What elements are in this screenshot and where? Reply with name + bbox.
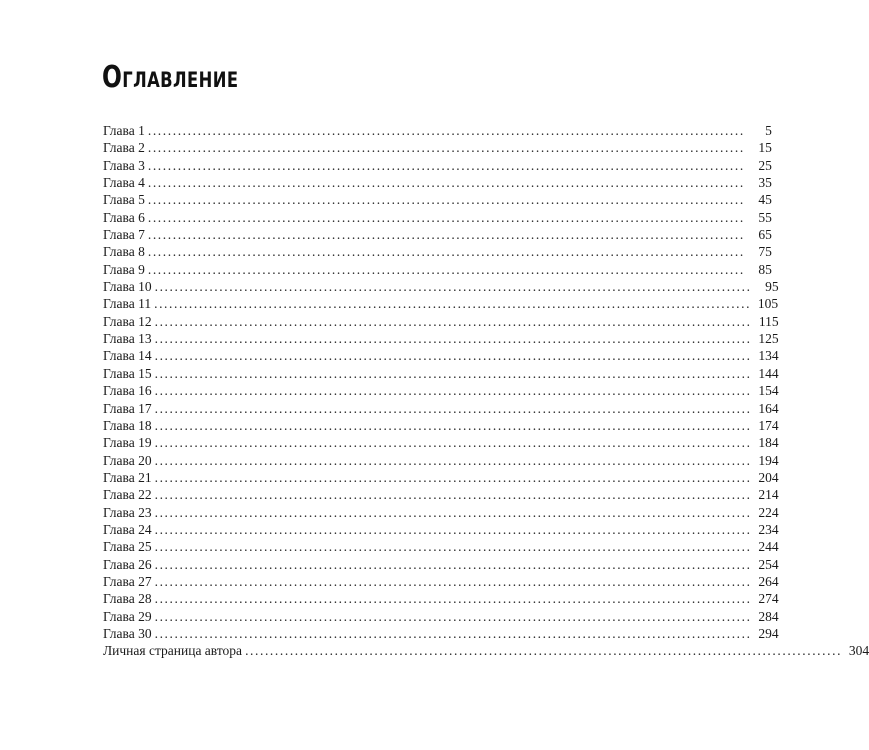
toc-entry-label: Глава 4 [103,175,145,191]
toc-entry[interactable] [103,452,779,469]
toc-entry-page-number: 234 [758,521,779,537]
dot-leader: ........................................................................................................................ [154,452,752,468]
toc-entry-page-number: 184 [758,435,779,451]
toc-entry[interactable] [103,174,772,191]
dot-leader: ........................................................................................................................ [154,400,752,416]
toc-entry-label: Глава 3 [103,157,145,173]
toc-entry-page-number: 55 [758,209,772,225]
toc-entry-page-number: 95 [765,279,779,295]
toc-entry[interactable] [103,417,779,434]
dot-leader: ........................................................................................................................ [147,227,745,243]
toc-entry-page-number: 45 [758,192,772,208]
toc-entry[interactable] [103,261,772,278]
toc-entry-page-number: 105 [757,296,779,312]
toc-entry-page-number: 134 [758,348,779,364]
dot-leader: ........................................................................................................................ [147,157,745,173]
toc-entry-label: Глава 27 [103,573,152,589]
toc-entry[interactable] [103,122,772,139]
toc-entry-label: Глава 6 [103,209,145,225]
toc-entry[interactable] [103,434,779,451]
dot-leader: ........................................................................................................................ [147,175,745,191]
toc-entry[interactable] [103,139,772,156]
toc-entry-page-number: 214 [758,487,779,503]
toc-entry-label: Глава 15 [103,365,152,381]
toc-entry-page-number: 204 [758,469,779,485]
toc-entry[interactable] [103,590,779,607]
toc-entry-label: Глава 10 [103,279,152,295]
toc-entry-label: Личная страница автора [103,643,243,659]
toc-entry-label: Глава 30 [103,625,152,641]
toc-entry[interactable] [103,573,779,590]
toc-entry-page-number: 174 [758,417,779,433]
dot-leader: ........................................................................................................................ [154,279,752,295]
toc-entry-page-number: 125 [758,331,779,347]
toc-entry-page-number: 254 [758,556,779,572]
toc-entry[interactable] [103,486,779,503]
toc-entry-page-number: 25 [758,157,772,173]
toc-entry[interactable] [103,608,779,625]
toc-entry[interactable] [103,504,779,521]
dot-leader: ........................................................................................................................ [154,348,752,364]
dot-leader: ........................................................................................................................ [154,539,752,555]
toc-entry-label: Глава 8 [103,244,145,260]
toc-entry-page-number: 15 [758,140,772,156]
toc-entry-page-number: 85 [758,261,772,277]
toc-entry-label: Глава 17 [103,400,152,416]
dot-leader: ........................................................................................................................ [245,643,843,659]
dot-leader: ........................................................................................................................ [154,521,752,537]
toc-entry-label: Глава 11 [103,296,152,312]
toc-entry-label: Глава 18 [103,417,152,433]
toc-entry-label: Глава 12 [103,313,152,329]
toc-entry-label: Глава 2 [103,140,145,156]
toc-entry-label: Глава 13 [103,331,152,347]
toc-entry[interactable] [103,278,779,295]
toc-entry-page-number: 5 [765,123,772,138]
dot-leader: ........................................................................................................................ [154,591,752,607]
toc-entry-label: Глава 25 [103,539,152,555]
toc-entry-page-number: 144 [758,365,779,381]
dot-leader: ........................................................................................................................ [154,313,752,329]
toc-entry-label: Глава 24 [103,521,152,537]
toc-entry[interactable] [103,400,779,417]
toc-entry-page-number: 164 [758,400,779,416]
toc-entry-label: Глава 22 [103,487,152,503]
toc-entry-page-number: 264 [758,573,779,589]
dot-leader: ........................................................................................................................ [154,625,752,641]
toc-entry-label: Глава 16 [103,383,152,399]
toc-entry[interactable] [103,209,772,226]
dot-leader: ........................................................................................................................ [154,331,752,347]
dot-leader: ........................................................................................................................ [154,573,752,589]
toc-entry[interactable] [103,157,772,174]
dot-leader: ........................................................................................................................ [154,383,752,399]
dot-leader: ........................................................................................................................ [154,504,752,520]
dot-leader: ........................................................................................................................ [147,261,745,277]
toc-entry-page-number: 304 [848,643,869,659]
dot-leader: ........................................................................................................................ [154,469,752,485]
toc-entry[interactable] [103,313,779,330]
toc-entry[interactable] [103,538,779,555]
toc-entry-page-number: 274 [758,591,779,607]
toc-entry[interactable] [103,521,779,538]
toc-entry-label: Глава 19 [103,435,152,451]
toc-list [103,122,869,660]
toc-entry[interactable] [103,295,779,312]
toc-entry-page-number: 244 [758,539,779,555]
dot-leader: ........................................................................................................................ [154,417,752,433]
toc-entry[interactable] [103,330,779,347]
dot-leader: ........................................................................................................................ [147,244,745,260]
toc-entry-page-number: 194 [758,452,779,468]
dot-leader: ........................................................................................................................ [154,365,752,381]
toc-entry-page-number: 224 [758,504,779,520]
toc-entry-label: Глава 23 [103,504,152,520]
toc-entry[interactable] [103,469,779,486]
toc-entry[interactable] [103,347,779,364]
toc-entry-label: Глава 20 [103,452,152,468]
toc-entry[interactable] [103,191,772,208]
toc-entry[interactable] [103,642,869,659]
toc-entry-label: Глава 1 [103,123,145,138]
toc-entry[interactable] [103,243,772,260]
toc-entry-label: Глава 28 [103,591,152,607]
dot-leader: ........................................................................................................................ [154,556,752,572]
toc-entry-label: Глава 7 [103,227,145,243]
toc-entry[interactable] [103,365,779,382]
toc-entry[interactable] [103,556,779,573]
toc-entry-page-number: 294 [758,625,779,641]
dot-leader: ........................................................................................................................ [154,608,752,624]
dot-leader: ........................................................................................................................ [154,296,752,312]
dot-leader: ........................................................................................................................ [147,192,745,208]
dot-leader: ........................................................................................................................ [147,123,745,138]
dot-leader: ........................................................................................................................ [154,487,752,503]
page-title: Оглавление [102,60,239,95]
toc-entry[interactable] [103,226,772,243]
toc-entry-page-number: 154 [758,383,779,399]
toc-entry[interactable] [103,382,779,399]
dot-leader: ........................................................................................................................ [147,209,745,225]
dot-leader: ........................................................................................................................ [147,140,745,156]
toc-entry-label: Глава 29 [103,608,152,624]
toc-entry-page-number: 115 [758,313,779,329]
toc-entry-page-number: 65 [758,227,772,243]
toc-entry-label: Глава 26 [103,556,152,572]
dot-leader: ........................................................................................................................ [154,435,752,451]
toc-entry-page-number: 75 [758,244,772,260]
toc-entry[interactable] [103,625,779,642]
toc-entry-label: Глава 21 [103,469,152,485]
toc-entry-label: Глава 9 [103,261,145,277]
toc-entry-label: Глава 14 [103,348,152,364]
toc-entry-page-number: 35 [758,175,772,191]
toc-entry-label: Глава 5 [103,192,145,208]
toc-entry-page-number: 284 [758,608,779,624]
